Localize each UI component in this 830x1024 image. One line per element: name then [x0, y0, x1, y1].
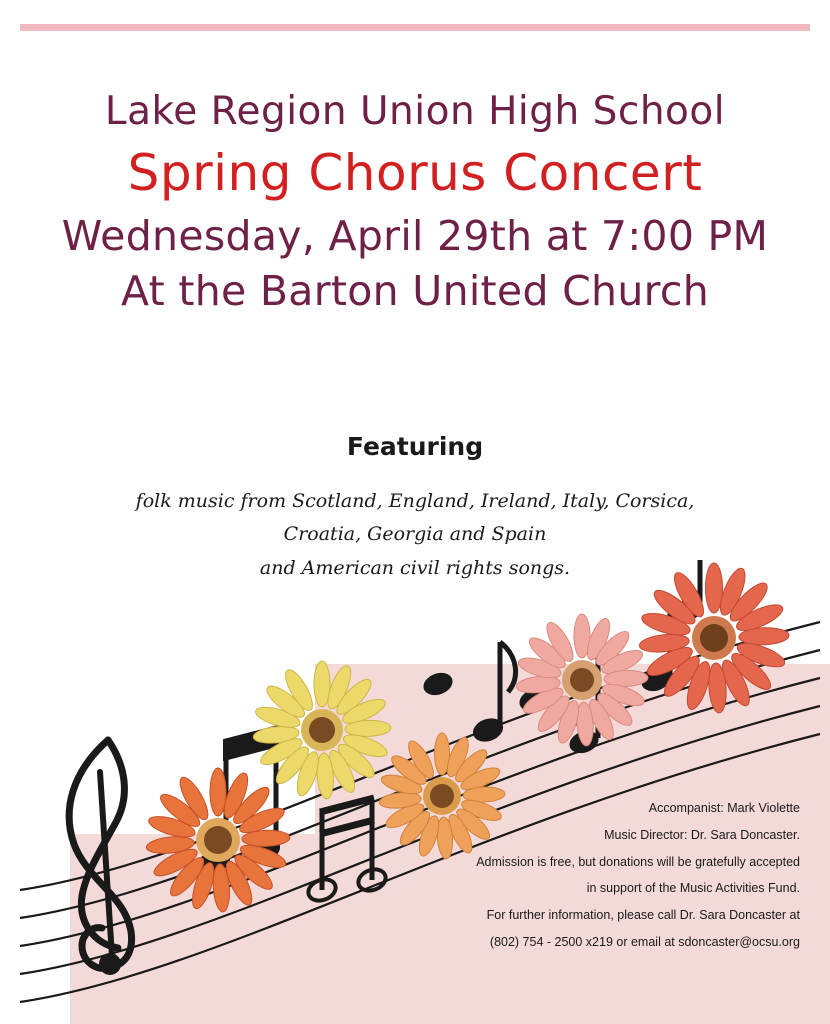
contact-line: For further information, please call Dr. Sara Doncaster at — [486, 908, 800, 923]
flower-orange-left — [146, 768, 291, 912]
event-title: Spring Chorus Concert — [127, 143, 703, 202]
phone-email-line: (802) 754 - 2500 x219 or email at sdoncaster@ocsu.org — [489, 935, 800, 950]
flower-pink — [516, 614, 649, 746]
music-director-line: Music Director: Dr. Sara Doncaster. — [604, 827, 800, 842]
top-divider-rule — [20, 24, 810, 31]
eighth-note-a — [470, 642, 515, 745]
flower-red — [639, 563, 790, 713]
school-name: Lake Region Union High School — [104, 89, 726, 134]
program-line: and American civil rights songs. — [259, 556, 571, 579]
program-line: folk music from Scotland, England, Ireland, Italy, Corsica, — [135, 490, 695, 512]
treble-clef-icon — [69, 740, 131, 975]
fund-line: in support of the Music Activities Fund. — [586, 881, 800, 896]
admission-line: Admission is free, but donations will be gratefully accepted — [476, 854, 800, 869]
flower-yellow — [253, 661, 392, 799]
featuring-label: Featuring — [346, 432, 484, 461]
headline-group — [0, 89, 830, 316]
program-line: Croatia, Georgia and Spain — [283, 523, 547, 546]
event-datetime: Wednesday, April 29th at 7:00 PM — [61, 212, 769, 261]
concert-details — [370, 795, 800, 956]
event-venue: At the Barton United Church — [121, 267, 709, 316]
accompanist-line: Accompanist: Mark Violette — [648, 800, 800, 815]
